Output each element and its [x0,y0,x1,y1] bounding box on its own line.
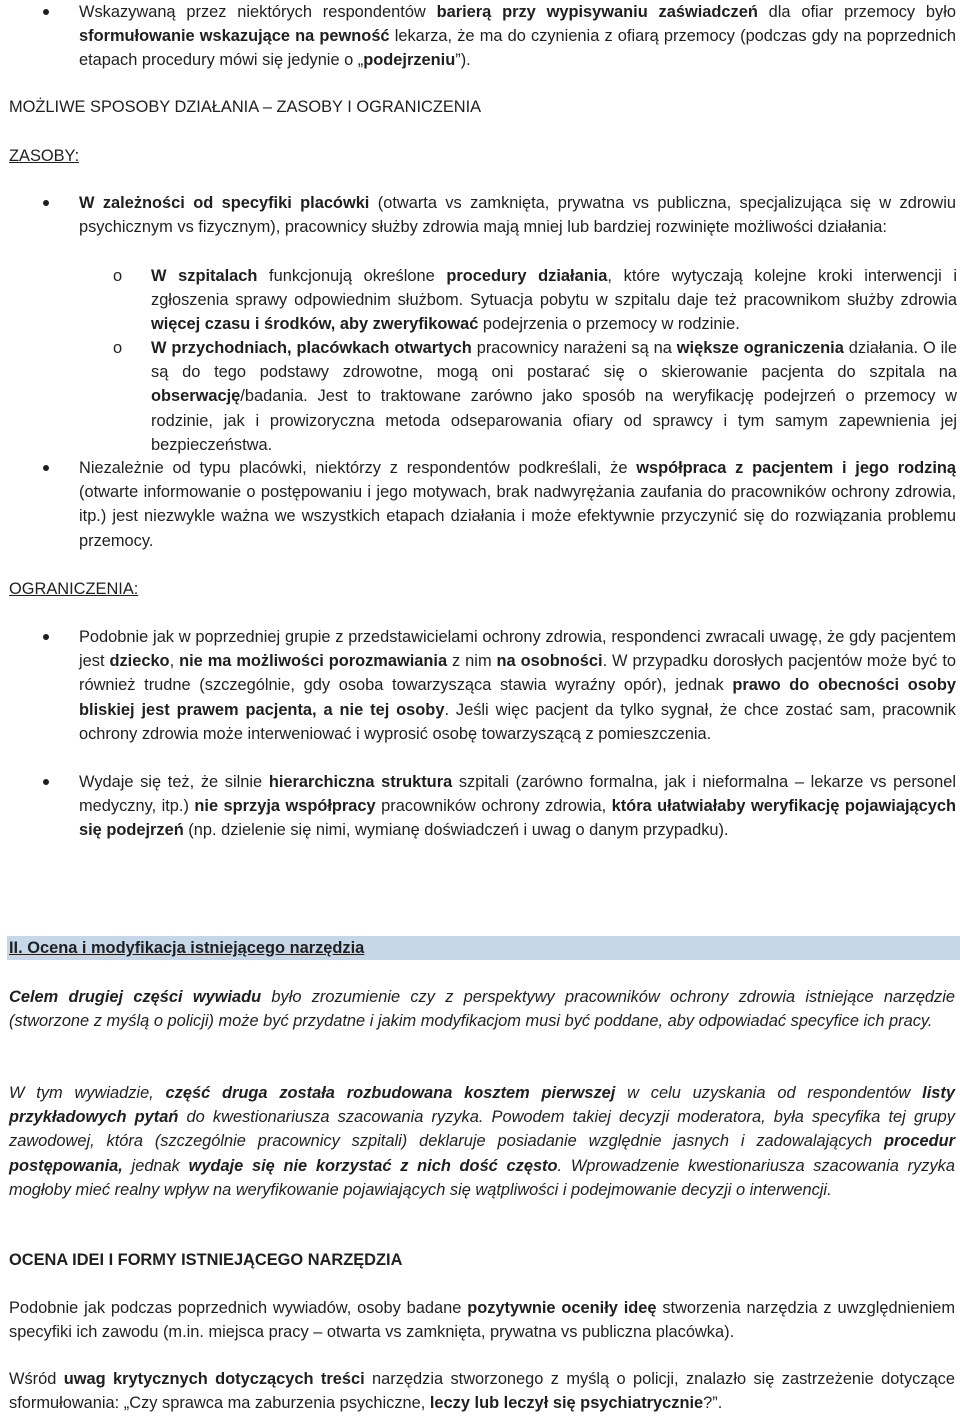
text: ”). [455,51,471,70]
text: . W przypadku dorosłych pacjentów może być to również trudne (szczególnie, gdy osoba towarzysząca stawia wyraźny opór), jednak [79,652,956,695]
text: lekarza, że ma do czynienia z ofiarą przemocy (podczas gdy na poprzednich etapach procedury mówi się jedynie o [79,27,956,70]
text: Wśród [9,1370,64,1388]
resources-bullet-1 [79,191,956,239]
text: Podobnie jak w poprzedniej grupie z przedstawicielami ochrony zdrowia, respondenci zwracali uwagę, że gdy pacjentem jest [79,628,956,671]
text: było zrozumienie czy z perspektywy pracowników ochrony zdrowia istniejące narzędzie (stworzone z myślą o policji) może być przydatne i jakim modyfikacjom musi być poddane, aby odpowiadać specyfice ich pracy. [9,988,955,1031]
bold-text: W zależności od specyfiki placówki [79,194,370,212]
bold-text: barierą przy wypisywaniu zaświadczeń [436,3,758,21]
bold-text: która ułatwiałaby weryfikację pojawiających się podejrzeń [79,797,956,840]
bold-text: procedury działania [446,267,608,285]
resources-bullet-2 [79,456,956,553]
bold-text: nie ma możliwości porozmawiania [179,652,448,671]
text: z nim [447,652,497,671]
resources-sub-item-hospitals [151,264,957,337]
bold-text: uwag krytycznych dotyczących treści [63,1370,365,1388]
resources-sub-item-clinics [151,336,957,457]
bold-text: listy przykładowych pytań [9,1084,955,1127]
bold-text: Celem drugiej części wywiadu [9,988,262,1006]
section2-title: II. Ocena i modyfikacja istniejącego narzędzia [9,939,365,957]
bullet-paragraph [79,0,956,73]
heading-eval: OCENA IDEI I FORMY ISTNIEJĄCEGO NARZĘDZIA [9,1251,403,1269]
text: podejrzenia o przemocy w rodzinie. [478,315,740,334]
bold-text: dziecko [109,652,170,671]
text: (otwarte informowanie o postępowaniu i jego motywach, brak nadwyrężania zaufania do pracowników ochrony zdrowia, itp.) jest niezwykle ważna we wszystkich etapach działania i może efektywnie przyczynić się do rozwiązania problemu przemocy. [79,483,956,550]
bold-text: na osobności [496,652,603,671]
text: działania. O ile są do tego podstawy zdrowotne, mogą oni postarać się o skierowanie pacjenta do szpitala na [151,339,958,382]
text: w celu uzyskania od respondentów [615,1084,923,1102]
text: . Jeśli więc pacjent da tylko sygnał, że chce zostać sam, pracownik ochrony zdrowia może interweniować i wyprosić osobę towarzyszącą z pomieszczenia. [79,700,956,743]
bold-text: więcej czasu i środków, aby zweryfikować [151,315,479,334]
label-limits: OGRANICZENIA: [9,580,139,598]
bold-text: sformułowanie wskazujące na pewność [79,27,390,46]
limits-bullet-1 [79,625,956,746]
bold-text: leczy lub leczył się psychiatrycznie [429,1394,704,1413]
label-resources: ZASOBY: [9,147,80,165]
text: Niezależnie od typu placówki, niektórzy z respondentów podkreślali, że [79,459,637,477]
text: /badania. Jest to traktowane zarówno jako sposób na weryfikację podejrzeń o przemocy w rodzinie, jak i prowizoryczna metoda odseparowania ofiary od sprawcy i tym samym zapewnienia jej bezpieczeństwa. [151,387,957,454]
eval-paragraph-2 [9,1367,955,1415]
heading-options: MOŻLIWE SPOSOBY DZIAŁANIA – ZASOBY I OGRANICZENIA [9,98,482,116]
bold-text: współpraca z pacjentem i jego rodziną [636,459,956,477]
text: jednak [122,1156,189,1175]
bold-text: wydaje się nie korzystać z nich dość często [188,1156,558,1175]
text: dla ofiar przemocy było [757,3,956,21]
text: Podobnie jak podczas poprzednich wywiadów, osoby badane [9,1299,468,1317]
eval-paragraph-1 [9,1296,955,1344]
text: , [169,652,180,671]
bold-text: prawo do obecności osoby bliskiej jest prawem pacjenta, a nie tej osoby [79,676,956,719]
text: W tym wywiadzie, [9,1084,166,1102]
text: . Wprowadzenie kwestionariusza szacowania ryzyka mogłoby mieć realny wpływ na weryfikowanie pojawiających się wątpliwości i podejmowanie decyzji o interwencji. [9,1156,955,1199]
bold-text: podejrzeniu [363,51,456,70]
intro-paragraph-1 [9,985,955,1033]
text: stworzenia narzędzia z uwzględnieniem specyfiki ich zawodu (m.in. miejsca pracy – otwarta vs zamknięta, prywatna vs publiczna placówka). [9,1299,955,1342]
text: do kwestionariusza szacowania ryzyka. Powodem takiej decyzji moderatora, była specyfika tej grupy zawodowej, która (szczególnie pracownicy szpitali) deklaruje posiadanie względnie jasnych i zadowalających [9,1108,955,1151]
bold-text: W szpitalach [151,267,258,285]
text: pracowników ochrony zdrowia, [375,797,612,816]
text: (otwarta vs zamknięta, prywatna vs publiczna, specjalizująca się w zdrowiu psychicznym vs fizycznym), pracownicy służby zdrowia mają mniej lub bardziej rozwinięte możliwości działania: [79,194,956,237]
bold-text: większe ograniczenia [676,339,844,357]
text: , które wytyczają kolejne kroki interwencji i zgłoszenia sprawy odpowiednim służbom. Sytuacja pobytu w szpitalu daje też pracownikom służby zdrowia [151,267,958,310]
text: ?”. [703,1394,723,1413]
text: Wydaje się też, że silnie [79,773,269,791]
bold-text: W przychodniach, placówkach otwartych [151,339,472,357]
text: (np. dzielenie się nimi, wymianę doświadczeń i uwag o danym przypadku). [183,821,729,840]
quote-mark: „ [357,51,364,70]
text: funkcjonują określone [257,267,447,285]
bold-text: pozytywnie oceniły ideę [467,1299,657,1317]
bold-text: część druga została rozbudowana kosztem pierwszej [165,1084,616,1102]
bold-text: hierarchiczna struktura [268,773,453,791]
bold-text: nie sprzyja współpracy [194,797,376,816]
bold-text: procedur postępowania, [9,1132,955,1175]
bold-text: obserwację [151,387,241,406]
intro-paragraph-2 [9,1081,955,1202]
limits-bullet-2 [79,770,956,843]
text: pracownicy narażeni są na [471,339,677,357]
text: narzędzia stworzonego z myślą o policji, znalazło się zastrzeżenie dotyczące sformułowania: „Czy sprawca ma zaburzenia psychiczne, [9,1370,955,1413]
text: szpitali (zarówno formalna, jak i nieformalna – lekarze vs personel medyczny, itp.) [79,773,956,816]
text: Wskazywaną przez niektórych respondentów [79,3,437,21]
